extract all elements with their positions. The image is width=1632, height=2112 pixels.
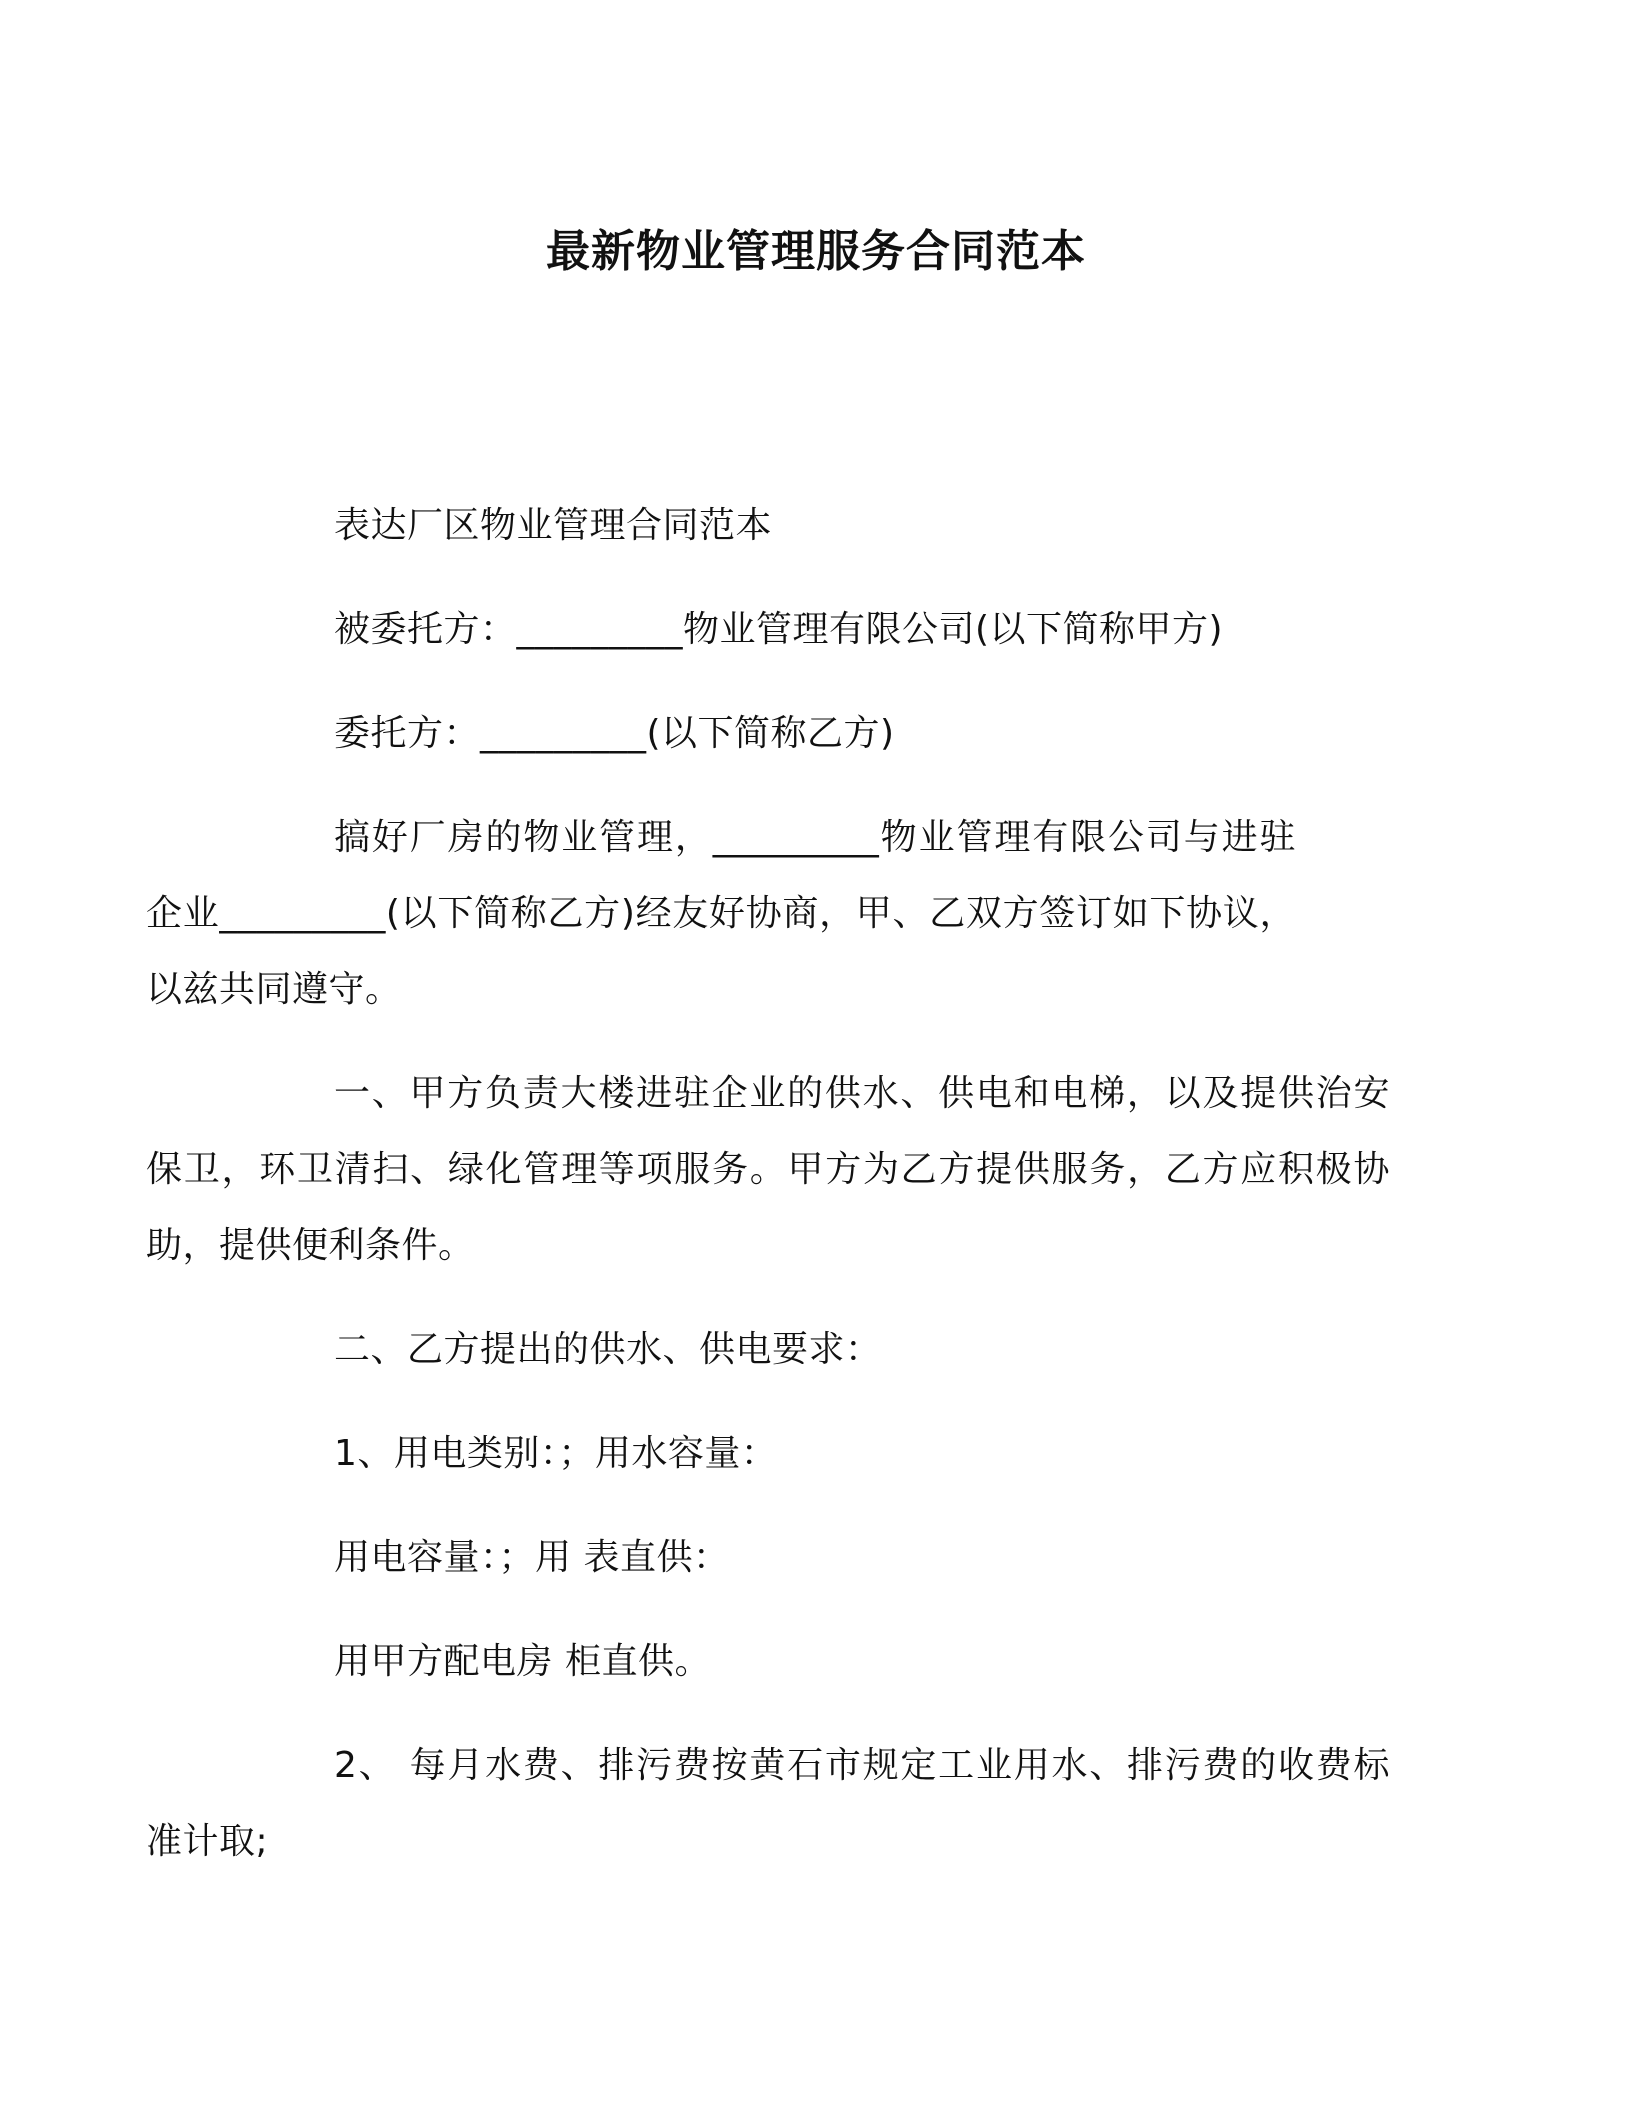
paragraph-item-1-cont: 用电容量：；用 表直供： [334, 1537, 730, 1578]
paragraph-party-b: 委托方：_________(以下简称乙方) [334, 713, 895, 754]
paragraph-item-1: 1、用电类别：；用水容量： [334, 1433, 778, 1474]
paragraph-item-2: 2、 每月水费、排污费按黄石市规定工业用水、排污费的收费标准计取; [146, 1745, 1390, 1862]
paragraph-clause-2: 二、乙方提出的供水、供电要求： [334, 1329, 882, 1370]
paragraph-item-1-cont2: 用甲方配电房 柜直供。 [334, 1641, 711, 1682]
paragraph-clause-1: 一、甲方负责大楼进驻企业的供水、供电和电梯，以及提供治安保卫，环卫清扫、绿化管理等项服务。甲方为乙方提供服务，乙方应积极协助，提供便利条件。 [146, 1073, 1390, 1266]
paragraph-subtitle: 表达厂区物业管理合同范本 [334, 505, 773, 546]
document-body [146, 488, 1390, 1908]
document-title: 最新物业管理服务合同范本 [546, 226, 1086, 277]
paragraph-party-a: 被委托方：_________物业管理有限公司(以下简称甲方) [334, 609, 1224, 650]
paragraph-preamble: 搞好厂房的物业管理，_________物业管理有限公司与进驻企业_________(以下简称乙方)经友好协商，甲、乙双方签订如下协议，以兹共同遵守。 [146, 817, 1296, 1010]
